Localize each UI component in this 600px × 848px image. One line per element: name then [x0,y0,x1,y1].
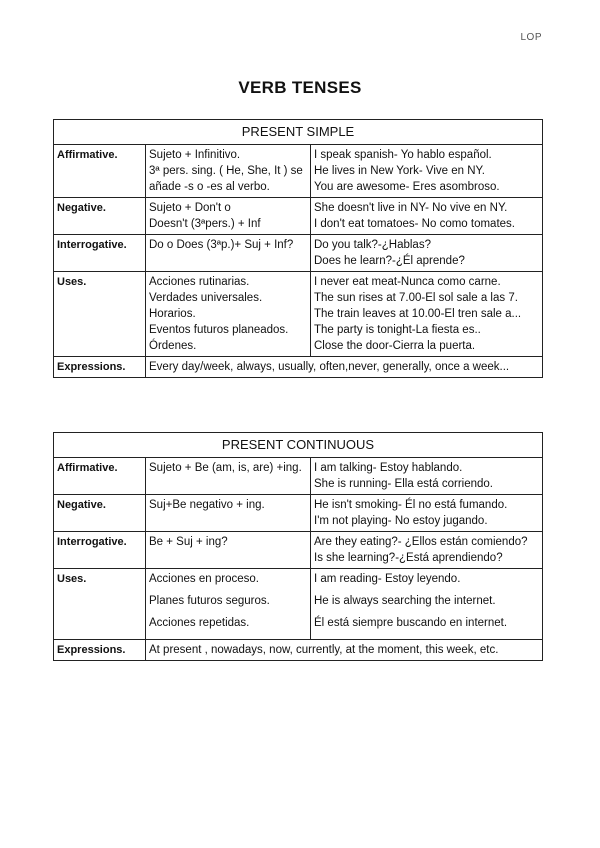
table-header-row [54,433,543,458]
example-line: Él está siempre buscando en internet. [314,617,508,629]
example-line: The train leaves at 10.00-El tren sale a... [314,308,522,320]
rule-line: añade -s o -es al verbo. [149,181,270,193]
example-line: Are they eating?- ¿Ellos están comiendo? [314,536,528,548]
expressions-cell: At present , nowadays, now, currently, at the moment, this week, etc. [146,640,543,661]
table-row [54,640,543,661]
example-cell [311,532,543,569]
present-simple-heading: PRESENT SIMPLE [54,120,543,145]
rule-cell [146,569,311,640]
rule-line: Sujeto + Don't o [149,202,231,214]
present-continuous-heading: PRESENT CONTINUOUS [54,433,543,458]
table-header-row [54,120,543,145]
example-line: I'm not playing- No estoy jugando. [314,515,488,527]
example-line: She is running- Ella está corriendo. [314,478,493,490]
rule-line: Do o Does (3ªp.)+ Suj + Inf? [149,239,294,251]
example-cell [311,495,543,532]
table-row [54,569,543,640]
header-tag: LOP [520,32,542,43]
example-line: Is she learning?-¿Está aprendiendo? [314,552,503,564]
row-label: Affirmative. [54,458,146,495]
example-line: I am reading- Estoy leyendo. [314,573,461,585]
rule-line: Eventos futuros planeados. [149,324,289,336]
rule-cell [146,532,311,569]
rule-line: Sujeto + Be (am, is, are) +ing. [149,462,302,474]
table-row [54,272,543,357]
row-label: Affirmative. [54,145,146,198]
rule-cell [146,235,311,272]
rule-line: Horarios. [149,308,196,320]
example-line: I don't eat tomatoes- No como tomates. [314,218,515,230]
rule-line: Suj+Be negativo + ing. [149,499,265,511]
rule-cell [146,198,311,235]
rule-line: Acciones rutinarias. [149,276,250,288]
table-row [54,495,543,532]
rule-line: Acciones en proceso. [149,573,259,585]
row-label: Uses. [54,272,146,357]
rule-cell [146,272,311,357]
document-title: VERB TENSES [238,78,362,97]
rule-line: Sujeto + Infinitivo. [149,149,241,161]
example-cell [311,569,543,640]
example-line: The sun rises at 7.00-El sol sale a las 7. [314,292,518,304]
example-line: The party is tonight-La fiesta es.. [314,324,481,336]
example-line: She doesn't live in NY- No vive en NY. [314,202,508,214]
example-line: Close the door-Cierra la puerta. [314,340,476,352]
rule-line: Doesn't (3ªpers.) + Inf [149,218,261,230]
present-continuous-table [53,432,543,661]
rule-line: Verdades universales. [149,292,263,304]
example-cell [311,198,543,235]
row-label: Expressions. [54,357,146,378]
rule-cell [146,458,311,495]
row-label: Interrogative. [54,235,146,272]
example-line: He isn't smoking- Él no está fumando. [314,499,508,511]
table-row [54,235,543,272]
example-line: I never eat meat-Nunca como carne. [314,276,501,288]
rule-line: Be + Suj + ing? [149,536,228,548]
example-line: You are awesome- Eres asombroso. [314,181,500,193]
row-label: Expressions. [54,640,146,661]
rule-cell [146,495,311,532]
example-cell [311,145,543,198]
table-row [54,532,543,569]
example-cell [311,235,543,272]
rule-line: Acciones repetidas. [149,617,250,629]
example-line: I speak spanish- Yo hablo español. [314,149,492,161]
table-row [54,357,543,378]
example-line: I am talking- Estoy hablando. [314,462,463,474]
example-line: Do you talk?-¿Hablas? [314,239,431,251]
row-label: Negative. [54,198,146,235]
expressions-cell: Every day/week, always, usually, often,never, generally, once a week... [146,357,543,378]
example-line: Does he learn?-¿Él aprende? [314,255,465,267]
row-label: Interrogative. [54,532,146,569]
example-cell [311,272,543,357]
rule-line: 3ª pers. sing. ( He, She, It ) se [149,165,303,177]
present-simple-table [53,119,543,378]
row-label: Uses. [54,569,146,640]
table-row [54,458,543,495]
example-line: He is always searching the internet. [314,595,496,607]
table-row [54,198,543,235]
example-line: He lives in New York- Vive en NY. [314,165,485,177]
row-label: Negative. [54,495,146,532]
rule-cell [146,145,311,198]
table-row [54,145,543,198]
rule-line: Planes futuros seguros. [149,595,270,607]
example-cell [311,458,543,495]
rule-line: Órdenes. [149,340,197,352]
